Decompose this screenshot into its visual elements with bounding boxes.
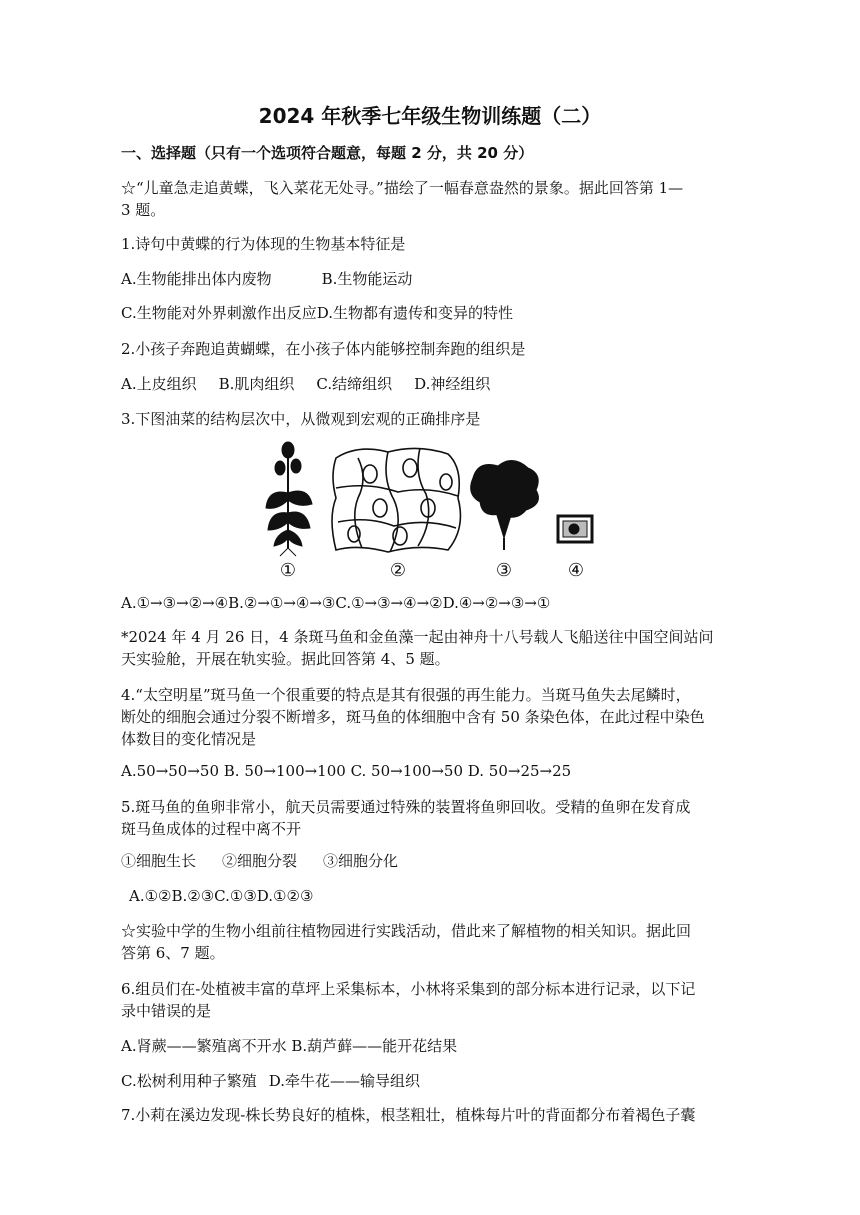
- question-2-option-b: B.肌肉组织: [218, 375, 295, 393]
- question-3-options: A.①→③→②→④B.②→①→④→③C.①→③→④→②D.④→②→③→①: [121, 594, 551, 612]
- whole-plant-image: [266, 442, 312, 556]
- question-1-option-b: B.生物能运动: [321, 270, 413, 288]
- question-5-item-2: ②细胞分裂: [222, 852, 298, 870]
- question-1-options-ab: [121, 268, 412, 290]
- question-2-option-a: A.上皮组织: [121, 375, 197, 393]
- intro-1-line-2: 3 题。: [121, 201, 166, 219]
- figure-label-1: ①: [279, 560, 297, 581]
- question-2-option-d: D.神经组织: [414, 375, 491, 393]
- question-5-items: [121, 850, 398, 872]
- question-2-options: [121, 373, 490, 395]
- question-5-item-3: ③细胞分化: [323, 852, 399, 870]
- question-4-stem-line-1: 4.“太空明星”斑马鱼一个很重要的特点是其有很强的再生能力。当斑马鱼失去尾鳞时，: [121, 686, 691, 704]
- tissue-image: [332, 448, 460, 552]
- figure-label-4: ④: [567, 560, 585, 581]
- rapeseed-structure-figure: [258, 438, 608, 583]
- intro-1-line-1: ☆“儿童急走追黄蝶，飞入菜花无处寻。”描绘了一幅春意盎然的景象。据此回答第 1—: [121, 179, 684, 197]
- question-1-option-a: A.生物能排出体内废物: [121, 270, 272, 288]
- figure-label-3: ③: [495, 560, 513, 581]
- question-5-stem-line-1: 5.斑马鱼的鱼卵非常小，航天员需要通过特殊的装置将鱼卵回收。受精的鱼卵在发育成: [121, 798, 691, 816]
- question-6-stem-line-1: 6.组员们在-处植被丰富的草坪上采集标本，小林将采集到的部分标本进行记录，以下记: [121, 980, 696, 998]
- intro-2-line-2: 天实验舱，开展在轨实验。据此回答第 4、5 题。: [121, 650, 450, 668]
- intro-2-line-1: *2024 年 4 月 26 日，4 条斑马鱼和金鱼藻一起由神舟十八号载人飞船送往中国空间站问: [121, 628, 714, 646]
- rapeseed-structure-diagram: [258, 438, 608, 583]
- section-heading: 一、选择题（只有一个选项符合题意，每题 2 分，共 20 分）: [121, 144, 534, 162]
- question-6-option-c: C.松树利用种子繁殖: [121, 1072, 257, 1090]
- flower-image: [471, 460, 539, 550]
- cell-image: [558, 516, 592, 542]
- question-2-option-c: C.结缔组织: [316, 375, 393, 393]
- question-2-stem: 2.小孩子奔跑追黄蝴蝶，在小孩子体内能够控制奔跑的组织是: [121, 340, 526, 358]
- figure-label-2: ②: [389, 560, 407, 581]
- question-4-stem-line-3: 体数目的变化情况是: [121, 730, 257, 748]
- intro-3-line-1: ☆实验中学的生物小组前往植物园进行实践活动，借此来了解植物的相关知识。据此回: [121, 922, 692, 940]
- question-5-stem-line-2: 斑马鱼成体的过程中离不开: [121, 820, 302, 838]
- question-3-stem: 3.下图油菜的结构层次中，从微观到宏观的正确排序是: [121, 410, 481, 428]
- question-1-options-cd: C.生物能对外界刺激作出反应D.生物都有遗传和变异的特性: [121, 304, 513, 322]
- question-5-item-1: ①细胞生长: [121, 852, 197, 870]
- question-6-option-d: D.牵牛花——输导组织: [268, 1072, 420, 1090]
- question-5-options: A.①②B.②③C.①③D.①②③: [129, 887, 314, 905]
- page-title: 2024 年秋季七年级生物训练题（二）: [258, 104, 602, 128]
- intro-3-line-2: 答第 6、7 题。: [121, 944, 225, 962]
- question-6-options-cd: [121, 1070, 420, 1092]
- question-6-stem-line-2: 录中错误的是: [121, 1002, 212, 1020]
- question-7-stem: 7.小莉在溪边发现-株长势良好的植株，根茎粗壮，植株每片叶的背面都分布着褐色子囊: [121, 1106, 696, 1124]
- question-6-options-ab: A.肾蕨——繁殖离不开水 B.葫芦藓——能开花结果: [121, 1037, 458, 1055]
- question-1-stem: 1.诗句中黄蝶的行为体现的生物基本特征是: [121, 235, 406, 253]
- question-4-stem-line-2: 断处的细胞会通过分裂不断增多，斑马鱼的体细胞中含有 50 条染色体，在此过程中染色: [121, 708, 705, 726]
- question-4-options: A.50→50→50 B. 50→100→100 C. 50→100→50 D. 50→25→25: [121, 762, 572, 780]
